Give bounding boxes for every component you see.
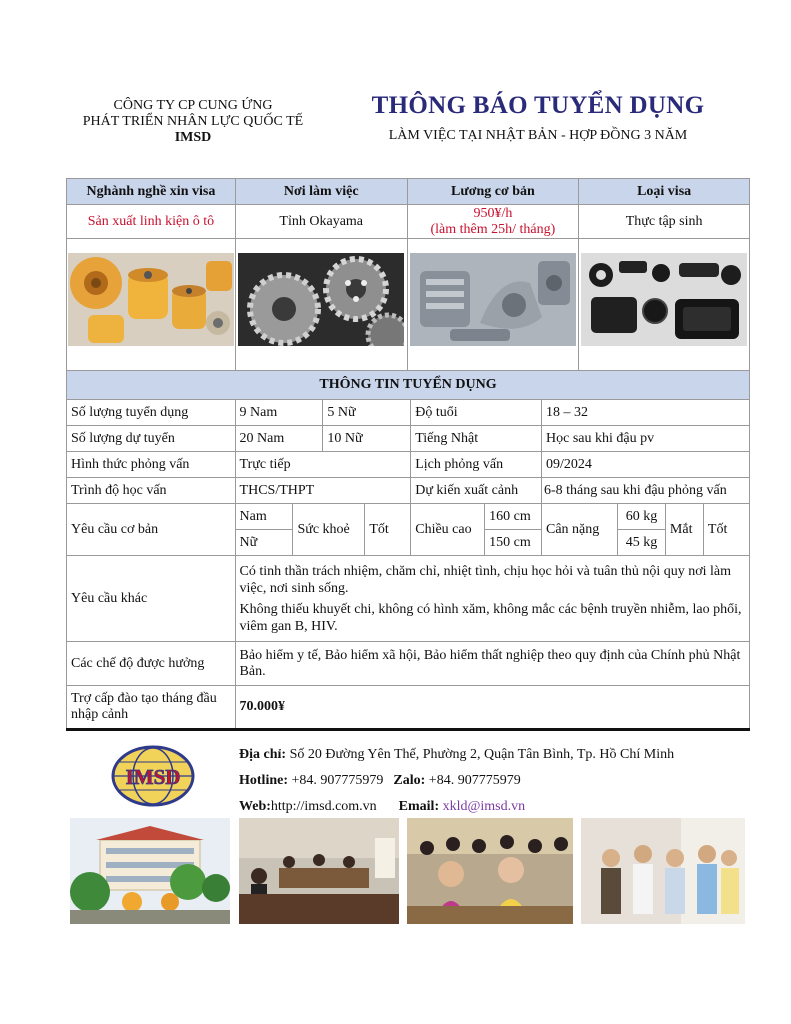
depart-value: 6-8 tháng sau khi đậu phỏng vấn [542,478,750,504]
form-value: Trực tiếp [235,452,411,478]
recruitment-info-table [66,370,750,731]
header-location: Nơi làm việc [235,179,407,205]
info-title: THÔNG TIN TUYỂN DỤNG [67,371,750,400]
meeting-room-photo [239,818,399,924]
address-value: Số 20 Đường Yên Thế, Phường 2, Quận Tân Bình, Tp. Hồ Chí Minh [286,747,675,762]
other-paragraph-2: Không thiếu khuyết chi, không có hình xăm, không mắc các bệnh truyền nhiễm, lao phổi, viêm gan B, HIV. [239,601,742,634]
logo-text: IMSD [125,765,181,789]
web-label: Web: [239,799,271,814]
company-line-3: IMSD [174,130,212,145]
office-building-photo [70,818,230,924]
height-label: Chiều cao [411,504,485,556]
height-male: 160 cm [485,504,542,530]
imsd-logo [110,745,196,807]
benefit-value: Bảo hiểm y tế, Bảo hiểm xã hội, Bảo hiểm thất nghiệp theo quy định của Chính phủ Nhật Bản. [235,642,749,686]
photo-cell-2 [235,239,407,371]
web-link[interactable]: http://imsd.com.vn [270,799,377,814]
exp-label: Số lượng dự tuyển [67,426,236,452]
salary-value [407,205,579,239]
phone-line [239,768,674,794]
photo-cell-4 [579,239,750,371]
email-link[interactable]: xkld@imsd.vn [442,799,526,814]
eye-value: Tốt [703,504,749,556]
email-label: Email: [398,799,440,814]
page-subtitle: LÀM VIỆC TẠI NHẬT BẢN - HỢP ĐỒNG 3 NĂM [388,128,688,143]
black-rubber-parts-photo [581,253,747,346]
group-photo [581,818,745,924]
yellow-rollers-photo [68,253,234,346]
page-title-block [358,92,718,144]
company-line-2: PHÁT TRIỂN NHÂN LỰC QUỐC TẾ [82,114,304,129]
other-paragraph-1: Có tinh thần trách nhiệm, chăm chỉ, nhiệt tình, chịu học hỏi và tuân thủ nội quy nơi làm việc, nơi sinh sống. [239,563,732,596]
job-table [66,178,750,371]
salary-overtime: (làm thêm 25h/ tháng) [430,221,556,237]
eye-label: Mắt [665,504,703,556]
header-salary: Lương cơ bản [407,179,579,205]
weight-label: Cân nặng [542,504,618,556]
sched-value: 09/2024 [542,452,750,478]
weight-female: 45 kg [617,530,665,556]
benefit-label: Các chế độ được hưởng [67,642,236,686]
hotline-value[interactable]: +84. 907775979 [288,773,384,788]
age-value: 18 – 32 [542,400,750,426]
basic-male: Nam [235,504,293,530]
header-visa: Loại visa [579,179,750,205]
form-label: Hình thức phỏng vấn [67,452,236,478]
visa-value: Thực tập sinh [579,205,750,239]
edu-value: THCS/THPT [235,478,411,504]
hotline-label: Hotline: [239,773,288,788]
basic-female: Nữ [235,530,293,556]
exp-female: 10 Nữ [323,426,411,452]
edu-label: Trình độ học vấn [67,478,236,504]
metal-parts-photo [410,253,576,346]
other-label: Yêu cầu khác [67,556,236,642]
page-title: THÔNG BÁO TUYỂN DỤNG [371,92,705,119]
job-value: Sản xuất linh kiện ô tô [67,205,236,239]
company-name [62,98,324,146]
gears-photo [238,253,404,346]
jp-value: Học sau khi đậu pv [542,426,750,452]
basic-label: Yêu cầu cơ bản [67,504,236,556]
jp-label: Tiếng Nhật [411,426,542,452]
exp-male: 20 Nam [235,426,323,452]
students-classroom-photo [407,818,573,924]
location-value: Tỉnh Okayama [235,205,407,239]
qty-female: 5 Nữ [323,400,411,426]
photo-cell-1 [67,239,236,371]
address-label: Địa chỉ: [239,747,287,762]
salary-rate: 950¥/h [473,205,513,221]
zalo-value[interactable]: +84. 907775979 [425,773,521,788]
height-female: 150 cm [485,530,542,556]
qty-label: Số lượng tuyển dụng [67,400,236,426]
age-label: Độ tuổi [411,400,542,426]
web-line [239,794,674,820]
health-value: Tốt [365,504,411,556]
header-job: Nghành nghề xin visa [67,179,236,205]
weight-male: 60 kg [617,504,665,530]
address-line [239,742,674,768]
company-line-1: CÔNG TY CP CUNG ỨNG [113,98,273,113]
health-label: Sức khoẻ [293,504,365,556]
allowance-label: Trợ cấp đào tạo tháng đầu nhập cảnh [67,686,236,730]
depart-label: Dự kiến xuất cảnh [411,478,542,504]
allowance-value: 70.000¥ [235,686,749,730]
other-value [235,556,749,642]
qty-male: 9 Nam [235,400,323,426]
sched-label: Lịch phỏng vấn [411,452,542,478]
contact-block [239,742,674,820]
photo-cell-3 [407,239,579,371]
zalo-label: Zalo: [393,773,426,788]
